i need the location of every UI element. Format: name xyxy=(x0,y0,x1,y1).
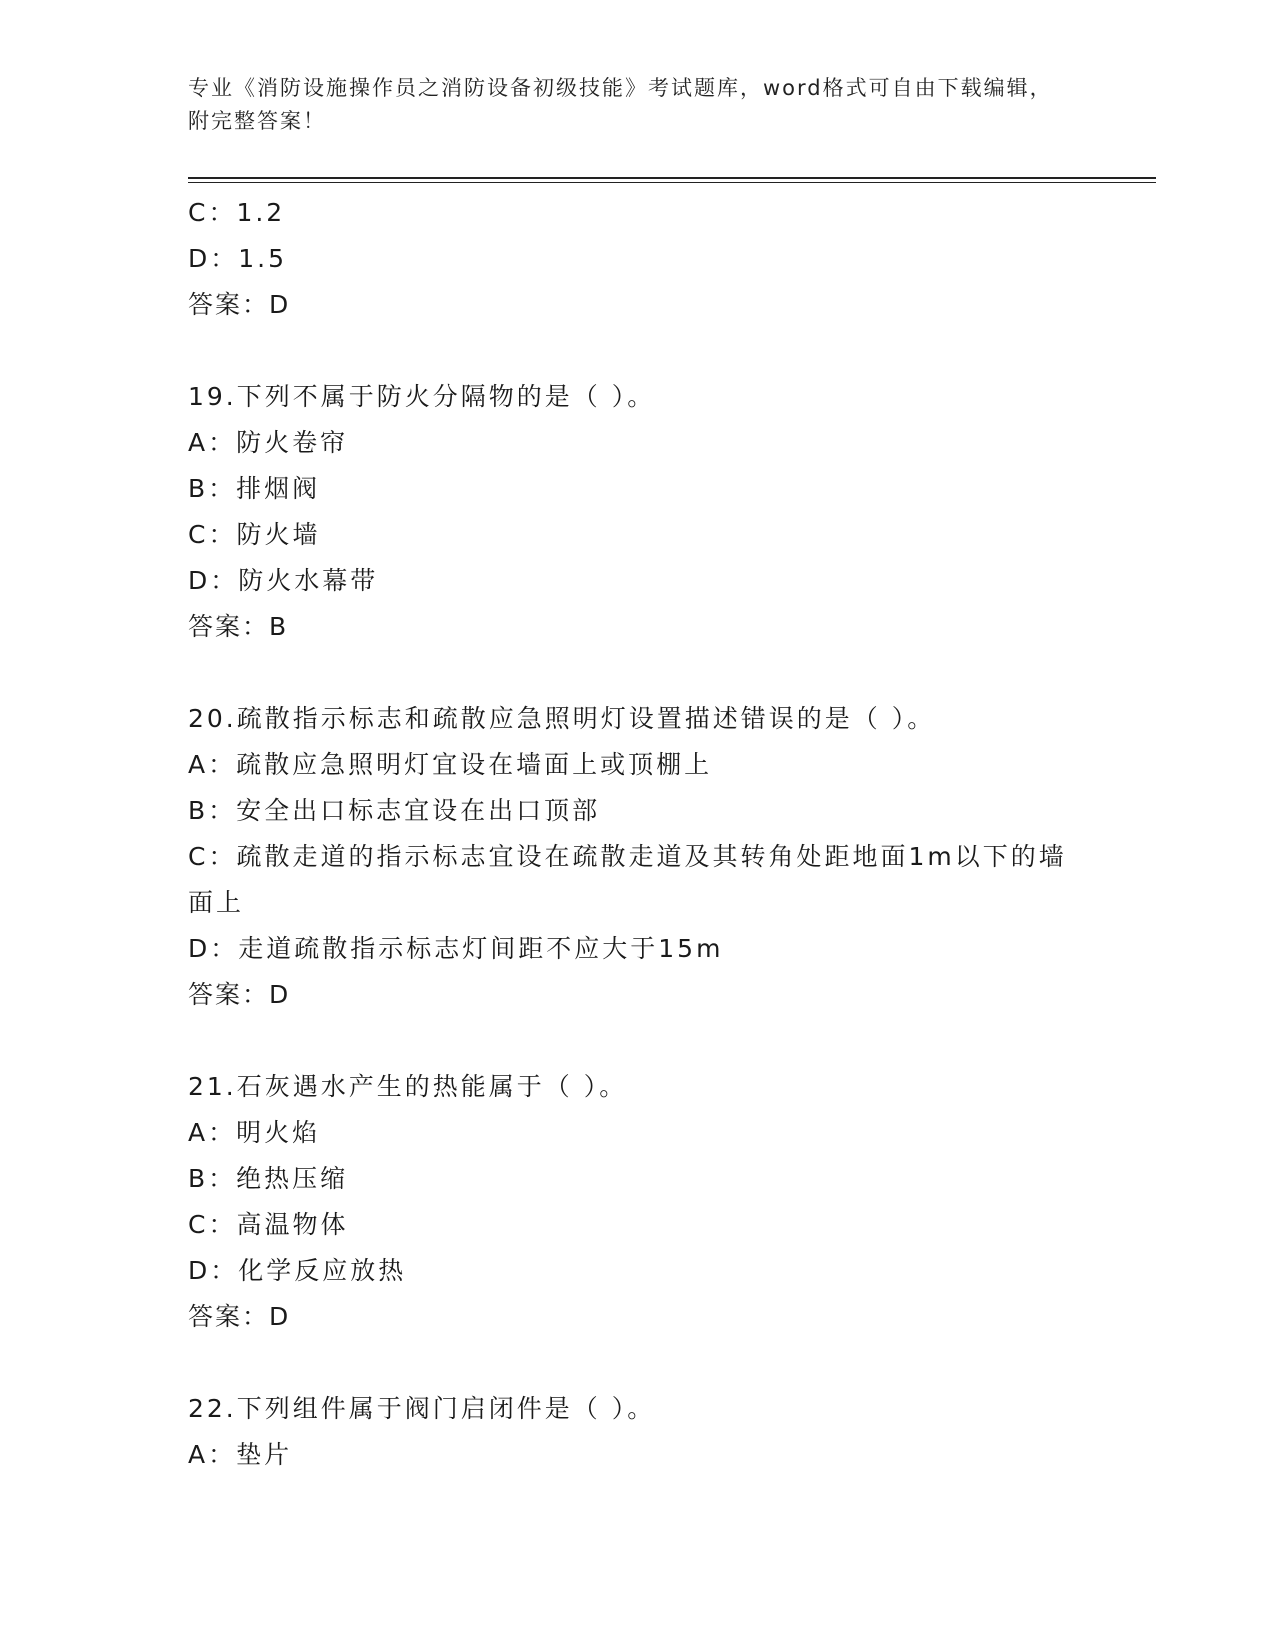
answer-value: B xyxy=(269,612,288,641)
option-b: B：排烟阀 xyxy=(188,474,321,503)
answer-label: 答案： xyxy=(188,290,270,319)
answer-label: 答案： xyxy=(188,1302,270,1331)
answer-value: D xyxy=(269,290,290,319)
answer-line xyxy=(188,1294,1088,1340)
question-19 xyxy=(188,374,1088,650)
option-c: C：疏散走道的指示标志宜设在疏散走道及其转角处距地面1m以下的墙面上 xyxy=(188,842,1067,917)
option-c: C：防火墙 xyxy=(188,520,321,549)
answer-value: D xyxy=(269,980,290,1009)
answer-line xyxy=(188,604,1088,650)
answer-label: 答案： xyxy=(188,612,270,641)
option-d: D：防火水幕带 xyxy=(188,566,379,595)
option-c: C：1.2 xyxy=(188,198,286,227)
question-list xyxy=(188,190,1088,1478)
header-divider xyxy=(188,177,1156,183)
spacer xyxy=(188,650,1088,696)
answer-line xyxy=(188,282,1088,328)
option-d: D：1.5 xyxy=(188,244,288,273)
option-d: D：走道疏散指示标志灯间距不应大于15m xyxy=(188,934,724,963)
question-stem: 22.下列组件属于阀门启闭件是（ ）。 xyxy=(188,1394,656,1423)
question-21 xyxy=(188,1064,1088,1340)
option-a: A：疏散应急照明灯宜设在墙面上或顶棚上 xyxy=(188,750,713,779)
spacer xyxy=(188,328,1088,374)
answer-line xyxy=(188,972,1088,1018)
option-b: B：绝热压缩 xyxy=(188,1164,349,1193)
spacer xyxy=(188,1340,1088,1386)
spacer xyxy=(188,1018,1088,1064)
answer-value: D xyxy=(269,1302,290,1331)
question-22 xyxy=(188,1386,1088,1478)
option-c: C：高温物体 xyxy=(188,1210,349,1239)
option-a: A：防火卷帘 xyxy=(188,428,349,457)
question-stem: 20.疏散指示标志和疏散应急照明灯设置描述错误的是（ ）。 xyxy=(188,704,936,733)
question-20 xyxy=(188,696,1088,1018)
option-b: B：安全出口标志宜设在出口顶部 xyxy=(188,796,601,825)
question-stem: 21.石灰遇水产生的热能属于（ ）。 xyxy=(188,1072,628,1101)
option-a: A：明火焰 xyxy=(188,1118,321,1147)
option-d: D：化学反应放热 xyxy=(188,1256,407,1285)
question-fragment xyxy=(188,190,1088,328)
answer-label: 答案： xyxy=(188,980,270,1009)
question-stem: 19.下列不属于防火分隔物的是（ ）。 xyxy=(188,382,656,411)
option-a: A：垫片 xyxy=(188,1440,293,1469)
page-header: 专业《消防设施操作员之消防设备初级技能》考试题库，word格式可自由下载编辑，附完整答案！ xyxy=(188,76,1053,133)
